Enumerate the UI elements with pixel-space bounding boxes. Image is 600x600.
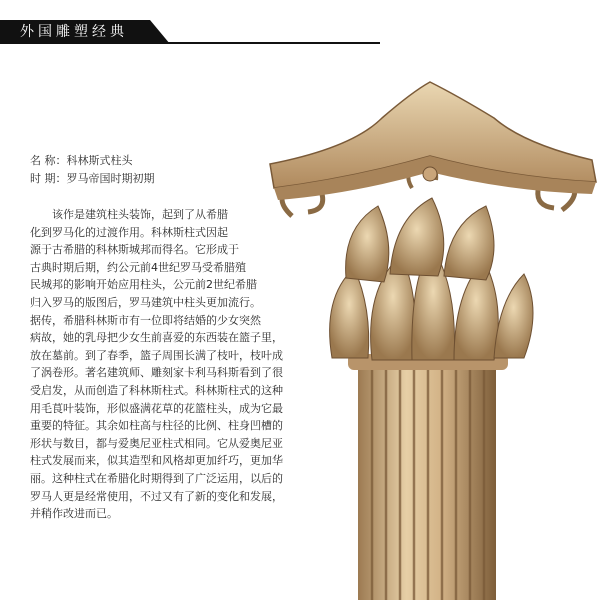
description-line: 源于古希腊的科林斯城邦而得名。它形成于 — [30, 243, 239, 257]
acanthus-leaves — [330, 198, 533, 360]
description-line: 受启发，从而创造了科林斯柱式。科林斯柱式的这种 — [30, 383, 283, 397]
period-label: 时 期： — [30, 172, 67, 185]
name-row — [30, 152, 155, 170]
name-value: 科林斯式柱头 — [66, 154, 133, 167]
description-line: 归入罗马的版图后，罗马建筑中柱头更加流行。 — [30, 295, 261, 309]
section-banner — [0, 20, 380, 44]
description-line: 该作是建筑柱头装饰，起到了从希腊 — [52, 208, 228, 221]
description-line: 据传，希腊科林斯市有一位即将结婚的少女突然 — [30, 313, 261, 327]
description-line: 民城邦的影响开始应用柱头，公元前2世纪希腊 — [30, 278, 257, 292]
description-line: 化到罗马化的过渡作用。科林斯柱式因起 — [30, 225, 228, 239]
description-line: 柱式发展而来，似其造型和风格却更加纤巧，更加华 — [30, 454, 283, 468]
description-line: 放在墓前。到了春季，篮子周围长满了枝叶，枝叶成 — [30, 348, 283, 362]
abacus-flower — [423, 167, 437, 181]
description-line: 重要的特征。其余如柱高与柱径的比例、柱身凹槽的 — [30, 419, 283, 433]
description-line: 用毛茛叶装饰，形似盛满花草的花篮柱头，成为它最 — [30, 401, 283, 415]
banner-divider — [165, 42, 380, 44]
description-line: 丽。这种柱式在希腊化时期得到了广泛运用，以后的 — [30, 471, 283, 485]
description-line: 并稍作改进而已。 — [30, 507, 118, 521]
name-label: 名 称： — [30, 154, 67, 167]
period-value: 罗马帝国时期初期 — [66, 172, 155, 185]
corinthian-capital-image — [262, 78, 600, 600]
artwork-meta — [30, 152, 155, 188]
description-line: 了涡卷形。著名建筑师、雕刻家卡利马科斯看到了很 — [30, 366, 283, 380]
section-title: 外国雕塑经典 — [20, 24, 128, 40]
description-line: 古典时期后期，约公元前4世纪罗马受希腊殖 — [30, 260, 246, 274]
description-line: 病故，她的乳母把少女生前喜爱的东西装在篮子里， — [30, 331, 283, 345]
description-line: 形状与数目，都与爱奥尼亚柱式相同。它从爱奥尼亚 — [30, 436, 283, 450]
period-row — [30, 170, 155, 188]
description-line: 罗马人更是经常使用，不过又有了新的变化和发展， — [30, 489, 283, 503]
column-shaft — [358, 366, 496, 600]
